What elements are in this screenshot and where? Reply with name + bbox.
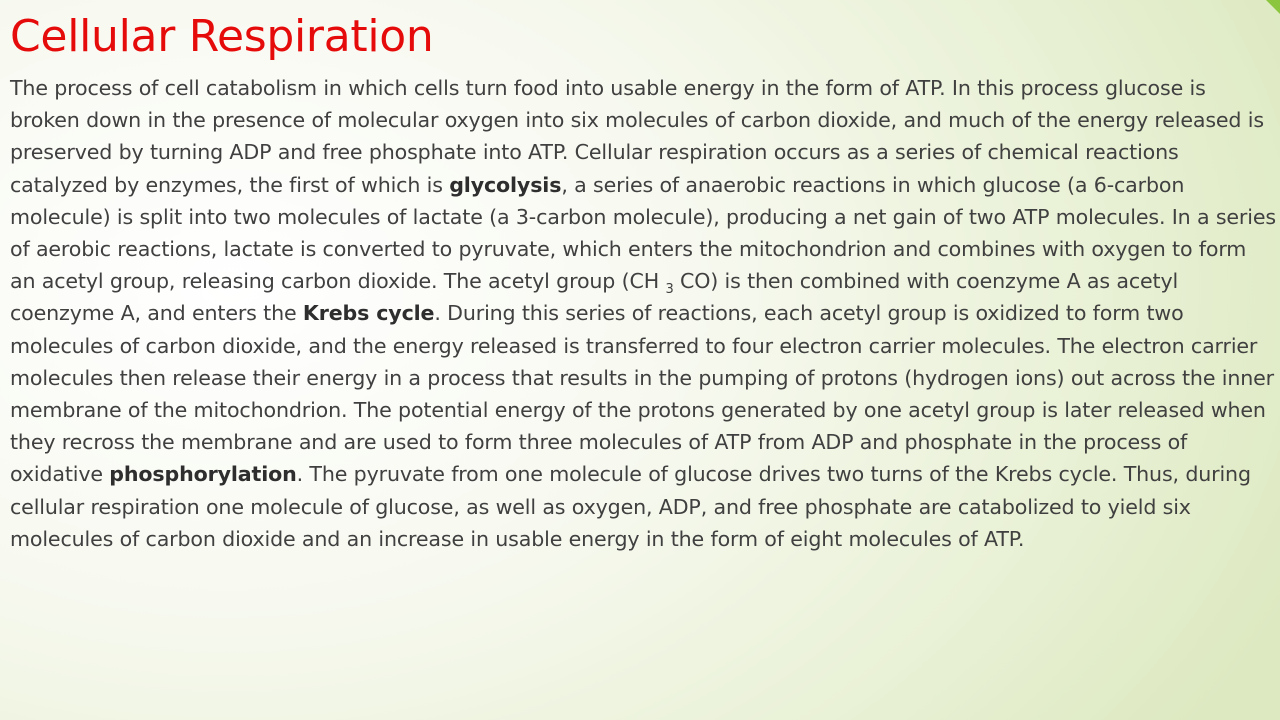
- text-segment: , a series of anaerobic reactions in which glucose (a 6-carbon molecule) is split into two molecules of lactate (a 3-carbon molecule), producing a net gain of two ATP molecules. In a series of aerobic reactions, lactate is converted to pyruvate, which enters the mitochondrion and combines with oxygen to form an acetyl group, releasing carbon dioxide. The acetyl group (CH: [10, 172, 1276, 294]
- corner-accent: [1266, 0, 1280, 14]
- text-segment: The process of cell catabolism in which cells turn food into usable energy in the form of ATP. In this process glucose is broken down in the presence of molecular oxygen into six molecules of carbon dioxide, and much of the energy released is preserved by turning ADP and free phosphate into ATP. Cellular respiration occurs as a series of chemical reactions catalyzed by enzymes, the first of which is: [10, 76, 1264, 197]
- text-segment: CO) is then combined with coenzyme A as acetyl coenzyme A, and enters the: [10, 269, 1179, 326]
- term-phosphorylation: phosphorylation: [109, 462, 297, 487]
- subscript-3: 3: [665, 282, 674, 298]
- text-segment: . During this series of reactions, each acetyl group is oxidized to form two molecules of carbon dioxide, and the energy released is transferred to four electron carrier molecules. The electron carrier molecules then release their energy in a process that results in the pumping of protons (hydrogen ions) out across the inner membrane of the mitochondrion. The potential energy of the protons generated by one acetyl group is later released when they recross the membrane and are used to form three molecules of ATP from ADP and phosphate in the process of oxidative: [10, 301, 1274, 487]
- slide-title: Cellular Respiration: [10, 11, 434, 62]
- body-paragraph: [10, 72, 1276, 555]
- term-krebs-cycle: Krebs cycle: [302, 301, 435, 326]
- text-segment: . The pyruvate from one molecule of glucose drives two turns of the Krebs cycle. Thus, during cellular respiration one molecule of glucose, as well as oxygen, ADP, and free phosphate are catabolized to yield six molecules of carbon dioxide and an increase in usable energy in the form of eight molecules of ATP.: [10, 462, 1251, 551]
- term-glycolysis: glycolysis: [449, 172, 562, 197]
